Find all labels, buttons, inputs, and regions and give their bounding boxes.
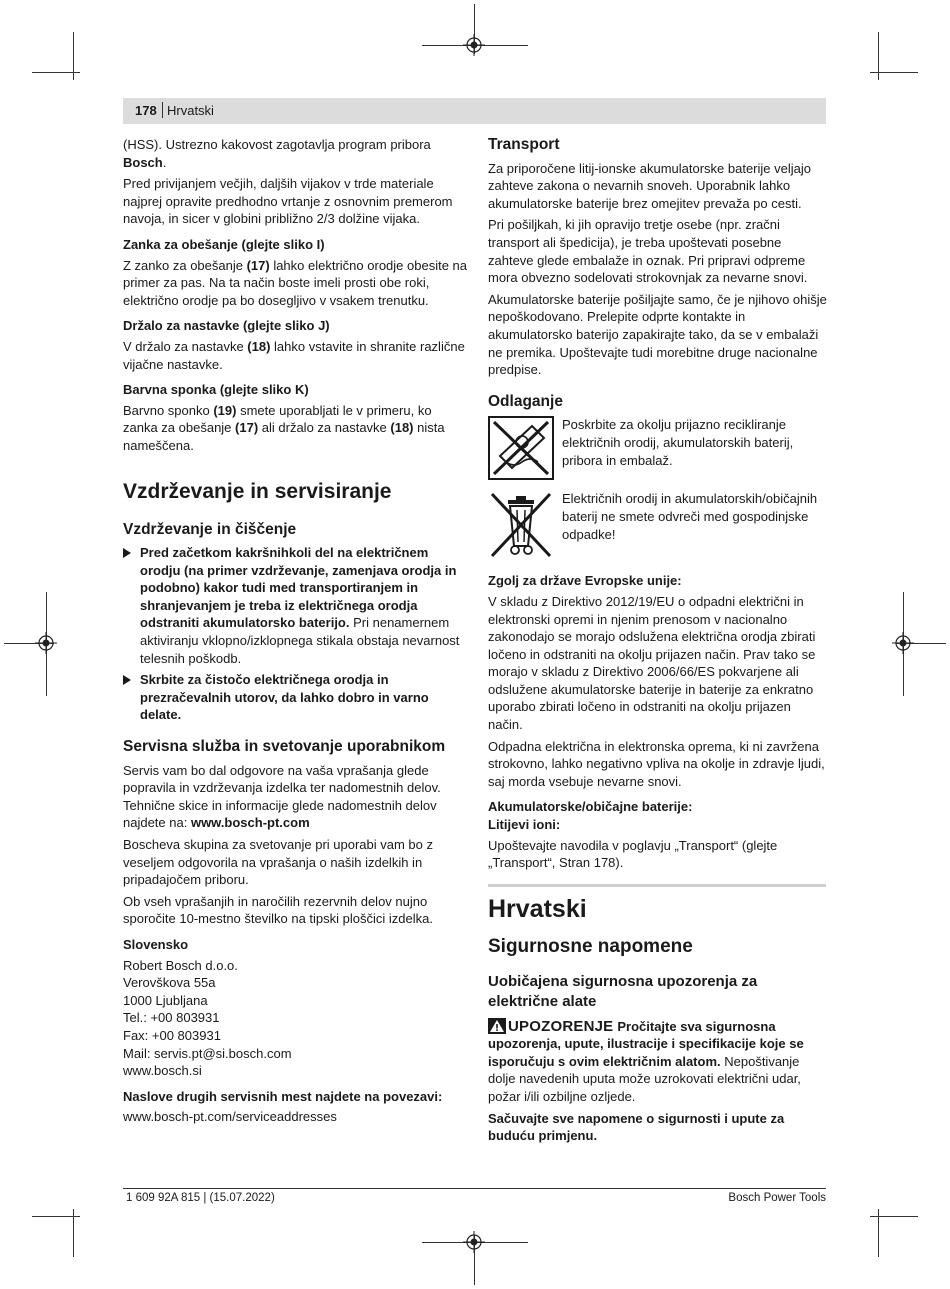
footer-divider [123,1188,826,1189]
paragraph: Barvno sponko (19) smete uporabljati le v primeru, ko zanka za obešanje (17) ali držalo za nastavke (18) nista nameščena. [123,402,445,453]
section-heading: Litijevi ioni: [488,817,561,833]
section-heading: Naslove drugih servisnih mest najdete na povezavi: [123,1088,443,1104]
registration-mark-icon [463,1231,485,1253]
subsection-heading: Sigurnosne napomene [488,936,693,957]
paragraph: Pri pošiljkah, ki jih opravijo tretje osebe (npr. zračni transport ali špedicija), je treba upoštevati posebne zahteve glede embalaže in oznak. Pri pripravi odpreme mora obvezno sodelovati strokovnjak za nevarne snovi. [488,217,808,286]
no-trash-recycling-icon [488,416,554,480]
subsection-heading: Transport [488,136,560,153]
chapter-heading: Vzdrževanje in servisiranje [123,479,392,503]
registration-mark-icon [463,34,485,56]
subsection-heading: Uobičajena sigurnosna upozorenja za električne alate [488,972,758,1010]
paragraph: Poskrbite za okolju prijazno recikliranje električnih orodij, akumulatorskih baterij, pribora in embalaž. [562,417,794,468]
link[interactable]: www.bosch-pt.com/serviceaddresses [123,1109,337,1125]
address-line: Verovškova 55a [123,975,216,991]
bullet-triangle-icon [123,675,131,685]
paragraph: Odpadna električna in elektronska oprema, ki ni zavržena strokovno, lahko negativno vpliva na okolje in zdravje ljudi, saj morda vsebuje nevarne snovi. [488,738,825,789]
warning-label: UPOZORENJE [488,1018,613,1036]
paragraph: Boscheva skupina za svetovanje pri uporabi vam bo z veseljem odgovorila na vprašanja o naših izdelkih in pripadajočem priboru. [123,837,434,888]
weee-notice [488,490,828,558]
header-divider [162,102,163,118]
list-item: Pred začetkom kakršnihkoli del na električnem orodju (na primer vzdrževanje, zamenjava orodja in podobno) kakor tudi med transportiranjem in shranjevanjem je treba iz električnega orodja odstraniti akumulatorsko baterijo. Pri nenamernem aktiviranju vklopno/izklopnega stikala obstaja nevarnost telesnih poškodb. [123,544,468,667]
crop-mark [870,1216,918,1217]
footer-doc-id: 1 609 92A 815 | (15.07.2022) [126,1192,275,1204]
section-heading: Barvna sponka (glejte sliko K) [123,382,309,398]
warning-triangle-icon [488,1018,506,1034]
header-language: Hrvatski [167,103,214,118]
section-heading: Slovensko [123,936,189,952]
chapter-heading: Hrvatski [488,895,587,923]
paragraph: Z zanko za obešanje (17) lahko električno orodje obesite na primer za pas. Na ta način boste imeli prosti obe roki, električno orodje pa bo dosegljivo v vsakem trenutku. [123,257,467,308]
paragraph: Za priporočene litij-ionske akumulatorske baterije veljajo zahteve zakona o nevarnih snoveh. Uporabnik lahko akumulatorske baterije brez omejitev prevaža po cesti. [488,160,811,211]
paragraph: Servis vam bo dal odgovore na vaša vprašanja glede popravila in vzdrževanja izdelka ter nadomestnih delov. Tehnične skice in informacije glede nadomestnih delov najdete na: www.bosch-pt.com [123,762,441,831]
left-column [123,136,468,1130]
crop-mark [32,72,80,73]
warning-paragraph: UPOZORENJE Pročitajte sva sigurnosna upozorenja, upute, ilustracije i specifikacije koje se isporučuju s ovim električnim alatom. Nepoštivanje dolje navedenih uputa može uzrokovati električni udar, požar i/ili ozbiljne ozljede. [488,1017,804,1104]
address-line: www.bosch.si [123,1063,202,1079]
paragraph: Električnih orodij in akumulatorskih/običajnih baterij ne smete odvreči med gospodinjske odpadke! [562,491,818,542]
section-divider [488,884,826,887]
registration-mark-icon [35,632,57,654]
bullet-triangle-icon [123,548,131,558]
section-heading: Držalo za nastavke (glejte sliko J) [123,318,330,334]
paragraph: Upoštevajte navodila v poglavju „Transport“ (glejte „Transport“, Stran 178). [488,837,778,871]
recycle-notice [488,416,828,484]
crop-mark [870,72,918,73]
paragraph: V držalo za nastavke (18) lahko vstavite in shranite različne vijačne nastavke. [123,338,465,372]
paragraph: Pred privijanjem večjih, daljših vijakov v trde materiale najprej opravite predhodno vrtanje z osnovnim premerom navoja, in sicer v globini približno 2/3 dolžine vijaka. [123,176,453,227]
subsection-heading: Vzdrževanje in čiščenje [123,520,297,538]
paragraph: V skladu z Direktivo 2012/19/EU o odpadni električni in elektronski opremi in njenim prenosom v nacionalno zakonodajo se morajo odslužena električna orodja zbirati ločeno in odstraniti na okolju prijazen način. Prav tako se morajo v skladu z Direktivo 2006/66/ES pokvarjene ali odslužene akumulatorske baterije in baterije za enkratno uporabo zbirati ločeno in odstraniti na okolju prijazen način. [488,593,816,733]
paragraph: Sačuvajte sve napomene o sigurnosti i upute za buduću primjenu. [488,1110,785,1144]
crop-mark [32,1216,80,1217]
right-column-lower [488,894,828,1149]
footer-brand: Bosch Power Tools [728,1192,826,1204]
crossed-bin-icon [488,490,554,560]
paragraph: Ob vseh vprašanjih in naročilih rezervnih delov nujno sporočite 10-mestno številko na tipski ploščici izdelka. [123,893,433,927]
subsection-heading: Servisna služba in svetovanje uporabnikom [123,738,446,756]
address-block [123,957,468,1080]
link[interactable]: www.bosch-pt.com [190,815,310,831]
section-heading: Akumulatorske/običajne baterije: [488,799,693,815]
address-line: 1000 Ljubljana [123,992,208,1008]
right-column [488,136,828,876]
address-line: Mail: servis.pt@si.bosch.com [123,1045,292,1061]
page-number: 178 [135,103,157,118]
paragraph: Akumulatorske baterije pošiljajte samo, če je njihovo ohišje nepoškodovano. Prelepite odprte kontakte in akumulatorsko baterijo zapakirajte tako, da se v embalaži ne premika. Upoštevajte tudi morebitne druge nacionalne predpise. [488,291,827,378]
address-line: Fax: +00 803931 [123,1027,221,1043]
address-line: Tel.: +00 803931 [123,1010,220,1026]
address-line: Robert Bosch d.o.o. [123,957,238,973]
section-heading: Zgolj za države Evropske unije: [488,573,682,589]
paragraph: (HSS). Ustrezno kakovost zagotavlja program pribora Bosch. [123,137,431,170]
section-heading: Zanka za obešanje (glejte sliko I) [123,236,325,252]
page-header [123,98,826,124]
subsection-heading: Odlaganje [488,392,563,410]
registration-mark-icon [892,632,914,654]
list-item: Skrbite za čistočo električnega orodja in prezračevalnih utorov, da lahko dobro in varno delate. [123,671,468,724]
